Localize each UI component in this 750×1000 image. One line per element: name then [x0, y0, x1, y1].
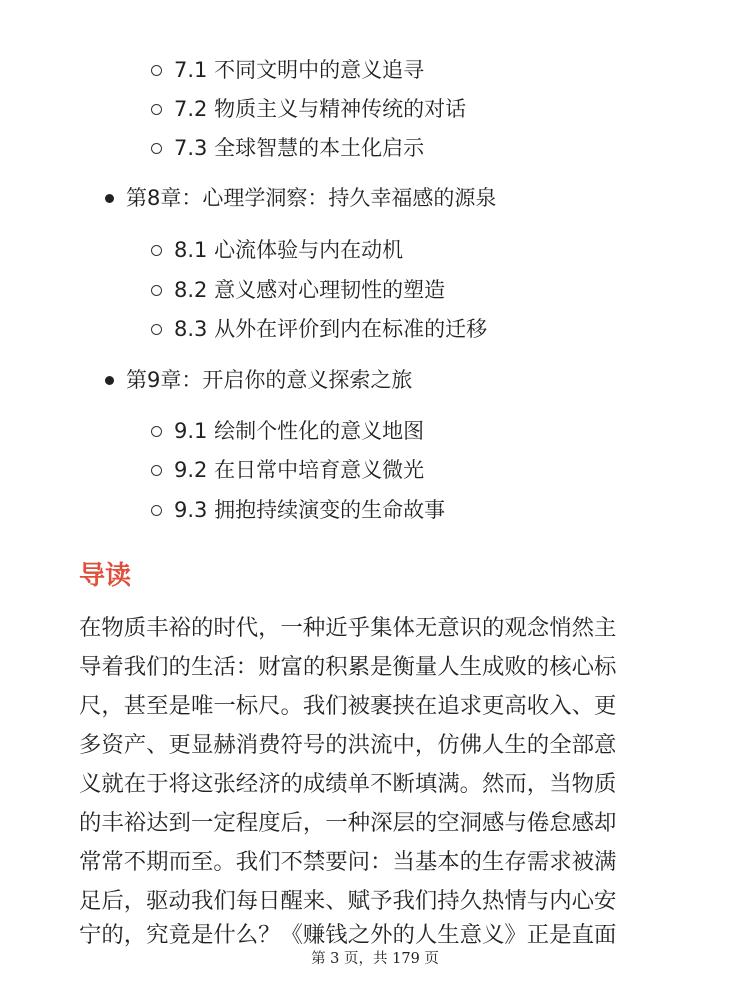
circle-bullet-icon	[151, 104, 162, 115]
paragraph-line-8: 足后，驱动我们每日醒来、赋予我们持久热情与内心安	[79, 888, 617, 914]
toc-item-7-3	[151, 133, 424, 163]
section-heading: 导读	[79, 561, 132, 591]
toc-item-9-2	[151, 455, 424, 485]
toc-chapter-text: 第9章：开启你的意义探索之旅	[126, 368, 413, 392]
circle-bullet-icon	[151, 285, 162, 296]
circle-bullet-icon	[151, 65, 162, 76]
toc-item-text: 8.1 心流体验与内在动机	[174, 238, 404, 262]
toc-item-7-1	[151, 55, 424, 85]
circle-bullet-icon	[151, 143, 162, 154]
toc-item-text: 9.1 绘制个性化的意义地图	[174, 419, 425, 443]
paragraph-line-2: 导着我们的生活：财富的积累是衡量人生成败的核心标	[79, 654, 617, 680]
toc-chapter-8	[105, 183, 496, 213]
paragraph-line-4: 多资产、更显赫消费符号的洪流中，仿佛人生的全部意	[79, 732, 617, 758]
page-number-footer: 第 3 页，共 179 页	[311, 951, 439, 967]
circle-bullet-icon	[151, 505, 162, 516]
disc-bullet-icon	[105, 194, 114, 203]
circle-bullet-icon	[151, 426, 162, 437]
toc-item-text: 9.2 在日常中培育意义微光	[174, 458, 425, 482]
toc-item-9-3	[151, 495, 445, 525]
paragraph-line-5: 义就在于将这张经济的成绩单不断填满。然而，当物质	[79, 771, 617, 797]
toc-chapter-text: 第8章：心理学洞察：持久幸福感的源泉	[126, 186, 497, 210]
circle-bullet-icon	[151, 465, 162, 476]
toc-item-9-1	[151, 416, 424, 446]
toc-item-8-2	[151, 275, 445, 305]
toc-item-8-1	[151, 235, 403, 265]
toc-item-8-3	[151, 314, 487, 344]
toc-item-7-2	[151, 94, 466, 124]
paragraph-line-1: 在物质丰裕的时代，一种近乎集体无意识的观念悄然主	[79, 615, 617, 641]
toc-item-text: 8.2 意义感对心理韧性的塑造	[174, 278, 446, 302]
circle-bullet-icon	[151, 324, 162, 335]
toc-item-text: 9.3 拥抱持续演变的生命故事	[174, 498, 446, 522]
paragraph-line-7: 常常不期而至。我们不禁要问：当基本的生存需求被满	[79, 849, 617, 875]
disc-bullet-icon	[105, 376, 114, 385]
circle-bullet-icon	[151, 245, 162, 256]
toc-chapter-9	[105, 365, 412, 395]
paragraph-line-3: 尺，甚至是唯一标尺。我们被裹挟在追求更高收入、更	[79, 693, 617, 719]
toc-item-text: 7.3 全球智慧的本土化启示	[174, 136, 425, 160]
toc-item-text: 7.2 物质主义与精神传统的对话	[174, 97, 467, 121]
paragraph-line-6: 的丰裕达到一定程度后，一种深层的空洞感与倦怠感却	[79, 810, 617, 836]
toc-item-text: 8.3 从外在评价到内在标准的迁移	[174, 317, 488, 341]
paragraph-line-9: 宁的，究竟是什么？《赚钱之外的人生意义》正是直面	[79, 922, 617, 948]
toc-item-text: 7.1 不同文明中的意义追寻	[174, 58, 425, 82]
